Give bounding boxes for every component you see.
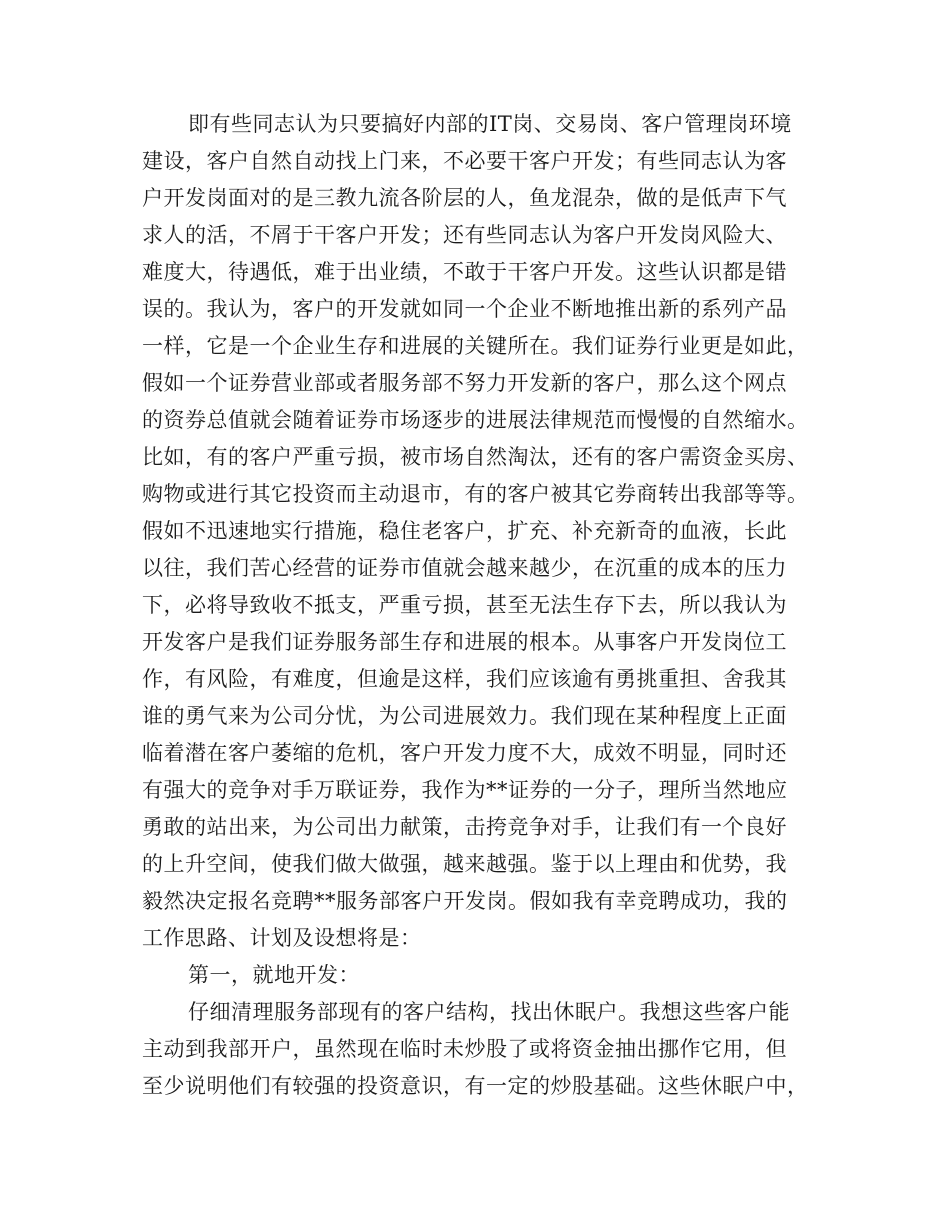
paragraph-line: 有强大的竞争对手万联证券，我作为**证券的一分子，理所当然地应: [142, 778, 788, 802]
paragraph-line: 仔细清理服务部现有的客户结构，找出休眠户。我想这些客户能: [188, 1000, 790, 1024]
paragraph-line: 难度大，待遇低，难于出业绩，不敢于干客户开发。这些认识都是错: [142, 260, 787, 284]
paragraph-line: 以往，我们苦心经营的证券市值就会越来越少，在沉重的成本的压力: [142, 556, 787, 580]
paragraph-line: 主动到我部开户，虽然现在临时未炒股了或将资金抽出挪作它用，但: [142, 1037, 787, 1061]
paragraph-line: 误的。我认为，客户的开发就如同一个企业不断地推出新的系列产品: [142, 297, 787, 321]
paragraph-line: 临着潜在客户萎缩的危机，客户开发力度不大，成效不明显，同时还: [142, 741, 787, 765]
paragraph-line: 一样，它是一个企业生存和进展的关键所在。我们证券行业更是如此，: [142, 334, 809, 358]
paragraph-line: 假如不迅速地实行措施，稳住老客户，扩充、补充新奇的血液，长此: [142, 519, 787, 543]
document-body: [142, 106, 812, 1105]
paragraph-line: 即有些同志认为只要搞好内部的IT岗、交易岗、客户管理岗环境: [188, 112, 792, 136]
section-heading: 第一，就地开发：: [188, 963, 360, 987]
paragraph-line: 比如，有的客户严重亏损，被市场自然淘汰，还有的客户需资金买房、: [142, 445, 809, 469]
paragraph-line: 开发客户是我们证券服务部生存和进展的根本。从事客户开发岗位工: [142, 630, 787, 654]
paragraph-line: 购物或进行其它投资而主动退市，有的客户被其它券商转出我部等等。: [142, 482, 809, 506]
paragraph-line: 毅然决定报名竞聘**服务部客户开发岗。假如我有幸竞聘成功，我的: [142, 889, 788, 913]
paragraph-line: 的上升空间，使我们做大做强，越来越强。鉴于以上理由和优势，我: [142, 852, 787, 876]
paragraph-line: 建设，客户自然自动找上门来，不必要干客户开发；有些同志认为客: [142, 149, 787, 173]
paragraph-line: 作，有风险，有难度，但逾是这样，我们应该逾有勇挑重担、舍我其: [142, 667, 787, 691]
paragraph-line: 下，必将导致收不抵支，严重亏损，甚至无法生存下去，所以我认为: [142, 593, 787, 617]
paragraph-line: 谁的勇气来为公司分忧，为公司进展效力。我们现在某种程度上正面: [142, 704, 787, 728]
paragraph-line: 勇敢的站出来，为公司出力献策，击挎竞争对手，让我们有一个良好: [142, 815, 787, 839]
paragraph-line: 工作思路、计划及设想将是：: [142, 926, 422, 950]
paragraph-line: 户开发岗面对的是三教九流各阶层的人，鱼龙混杂，做的是低声下气: [142, 186, 787, 210]
paragraph-line: 的资券总值就会随着证券市场逐步的进展法律规范而慢慢的自然缩水。: [142, 408, 809, 432]
paragraph-line: 假如一个证券营业部或者服务部不努力开发新的客户，那么这个网点: [142, 371, 787, 395]
paragraph-line: 求人的活，不屑于干客户开发；还有些同志认为客户开发岗风险大、: [142, 223, 787, 247]
paragraph-line: 至少说明他们有较强的投资意识，有一定的炒股基础。这些休眠户中，: [142, 1074, 809, 1098]
